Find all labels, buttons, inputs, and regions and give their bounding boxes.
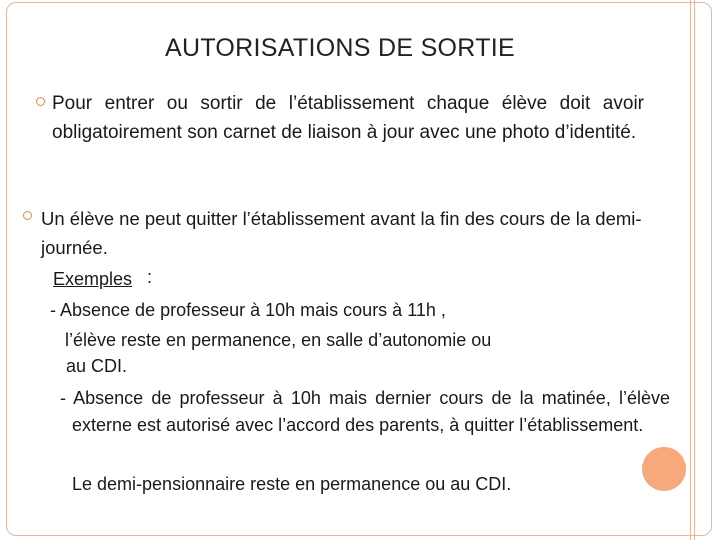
- examples-heading: [53, 269, 132, 290]
- example1-line1: - Absence de professeur à 10h mais cours à 11h ,: [50, 300, 446, 320]
- examples-colon: :: [147, 267, 153, 287]
- bullet-item-demi-journee: Un élève ne peut quitter l’établissement avant la fin des cours de la demi-journée.: [41, 208, 642, 258]
- example2-last-line: Le demi-pensionnaire reste en permanence ou au CDI.: [72, 474, 512, 494]
- example2-body: - Absence de professeur à 10h mais dernier cours de la matinée, l’élève externe est autorisé avec l’accord des parents, à quitter l’établissement.: [60, 388, 670, 435]
- right-rule: [690, 0, 691, 540]
- ring-bullet-icon: [23, 211, 32, 220]
- right-rule: [694, 0, 695, 540]
- examples-label: Exemples: [53, 269, 133, 289]
- ring-bullet-icon: [36, 97, 45, 106]
- example2-text: [60, 385, 670, 439]
- orange-circle-decoration: [642, 447, 686, 491]
- example1-line2: l’élève reste en permanence, en salle d’autonomie ou: [65, 330, 492, 350]
- bullet-item-carnet: Pour entrer ou sortir de l’établissement chaque élève doit avoir obligatoirement son carnet de liaison à jour avec une photo d’identité.: [52, 93, 644, 143]
- example1-line3: au CDI.: [66, 356, 128, 376]
- slide-title: AUTORISATIONS DE SORTIE: [164, 34, 515, 62]
